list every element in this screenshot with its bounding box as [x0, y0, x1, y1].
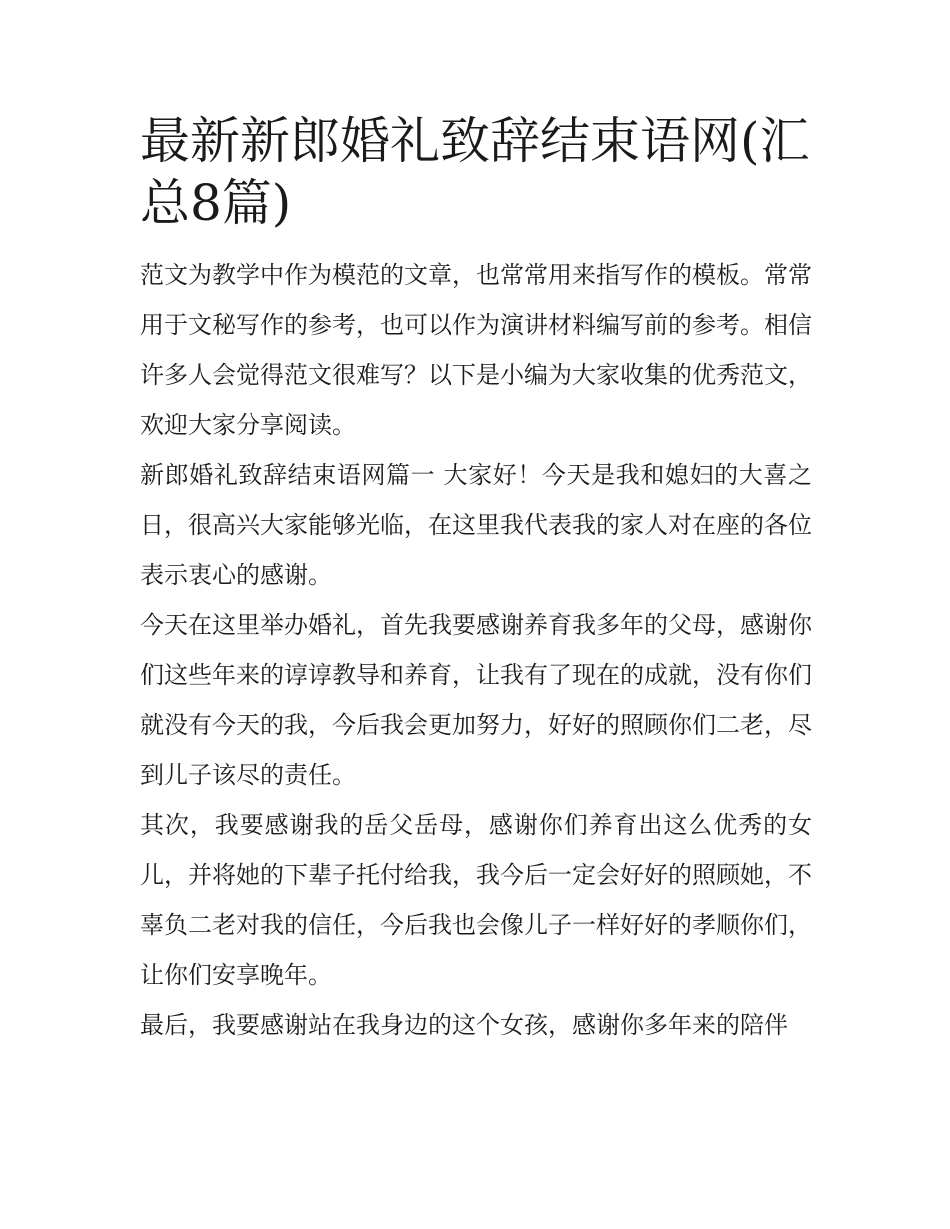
- paragraph-bride: 最后，我要感谢站在我身边的这个女孩，感谢你多年来的陪伴: [140, 1011, 788, 1039]
- document-title: 最新新郎婚礼致辞结束语网(汇总8篇): [140, 112, 810, 232]
- paragraph-greeting: 新郎婚礼致辞结束语网篇一 大家好！今天是我和媳妇的大喜之日，很高兴大家能够光临，在这里我代表我的家人对在座的各位表示衷心的感谢。: [140, 461, 812, 589]
- paragraph-intro: 范文为教学中作为模范的文章，也常常用来指写作的模板。常常用于文秘写作的参考，也可以作为演讲材料编写前的参考。相信许多人会觉得范文很难写？以下是小编为大家收集的优秀范文，欢迎大家分享阅读。: [140, 261, 812, 439]
- document-content: [140, 110, 812, 1050]
- paragraph-in-laws: 其次，我要感谢我的岳父岳母，感谢你们养育出这么优秀的女儿，并将她的下辈子托付给我，我今后一定会好好的照顾她，不辜负二老对我的信任，今后我也会像儿子一样好好的孝顺你们，让你们安享晚年。: [140, 811, 812, 989]
- paragraph-parents: 今天在这里举办婚礼，首先我要感谢养育我多年的父母，感谢你们这些年来的谆谆教导和养育，让我有了现在的成就，没有你们就没有今天的我，今后我会更加努力，好好的照顾你们二老，尽到儿子该尽的责任。: [140, 611, 812, 789]
